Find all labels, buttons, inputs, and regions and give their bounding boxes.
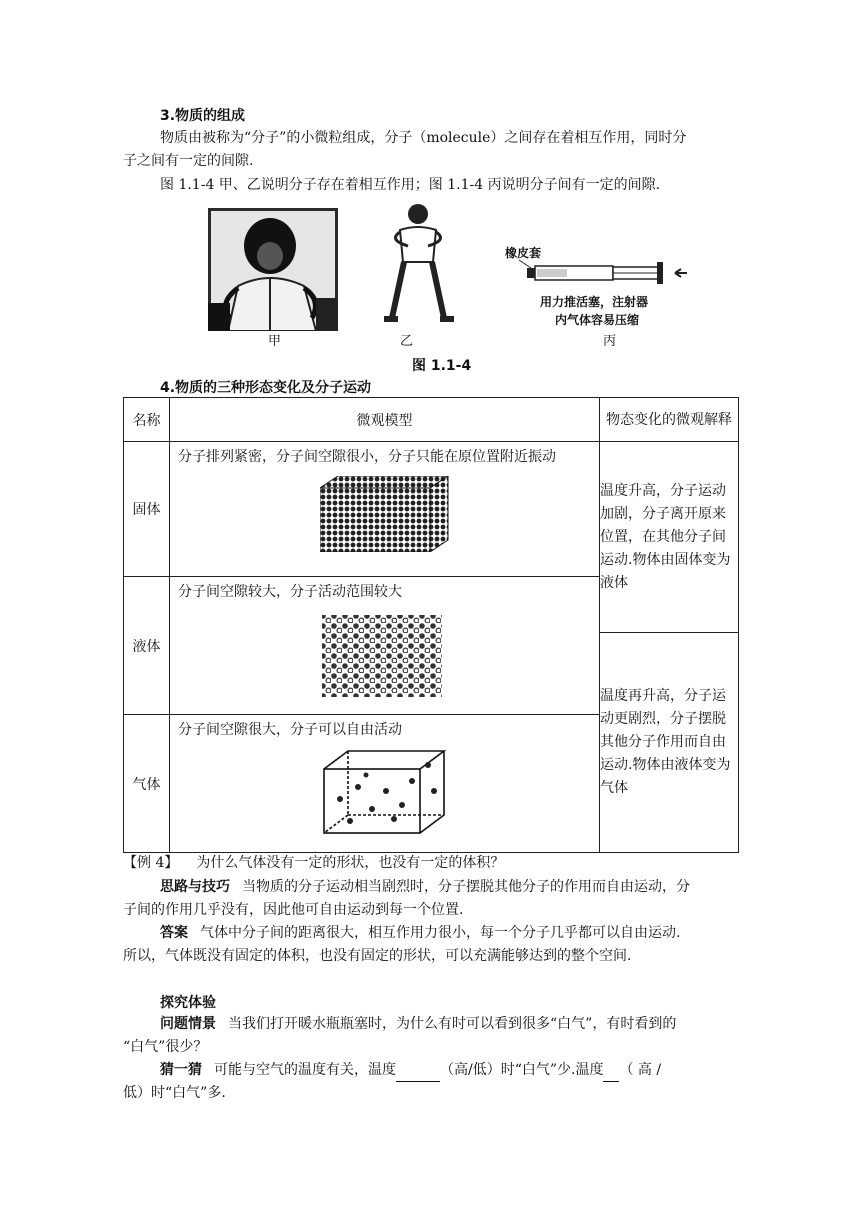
answer-text-line2: 所以，气体既没有固定的体积，也没有固定的形状，可以充满能够达到的整个空间. [123,948,632,964]
answer-line1 [160,922,680,945]
explain-solid-to-liquid: 温度升高，分子运动加剧，分子离开原来位置，在其他分子间运动.物体由固体变为液体 [600,442,739,633]
explore-heading: 探究体验 [160,995,216,1011]
figure-caption: 图 1.1-4 [412,358,472,374]
solid-description: 分子排列紧密，分子间空隙很小，分子只能在原位置附近振动 [178,449,556,465]
row-model-liquid [170,577,600,715]
idea-text-line2: 子间的作用几乎没有，因此他可自由运动到每一个位置. [123,902,464,918]
label-jia: 甲 [268,334,282,349]
gas-model-image [320,747,599,841]
composition-paragraph-line2: 子之间有一定的间隙. [123,153,254,169]
scene-text-line2: “白气”很少？ [123,1039,208,1055]
guess-text-part1: 可能与空气的温度有关，温度 [214,1062,396,1078]
explain-liquid-to-gas: 温度再升高，分子运动更剧烈，分子摆脱其他分子作用而自由运动.物体由液体变为气体 [600,633,739,853]
composition-paragraph-line1: 物质由被称为“分子”的小微粒组成，分子（molecule）之间存在着相互作用，同时分 [160,130,687,146]
gas-description: 分子间空隙很大，分子可以自由活动 [178,722,402,738]
photo-yi [378,200,458,328]
idea-line1 [160,876,690,899]
row-name-gas: 气体 [124,715,170,853]
photo-jia [208,208,338,331]
guess-blank-2[interactable] [603,1067,619,1082]
figure-explanation: 图 1.1-4 甲、乙说明分子存在着相互作用；图 1.1-4 丙说明分子间有一定的间隙. [160,177,661,193]
header-name: 名称 [124,398,170,442]
example-tag: 【例 4】 [123,855,179,871]
section-heading-states: 4.物质的三种形态变化及分子运动 [160,380,372,396]
section-heading-composition: 3.物质的组成 [160,108,246,124]
example-question: 为什么气体没有一定的形状，也没有一定的体积？ [196,855,505,871]
solid-model-image [320,476,599,556]
idea-text-line1: 当物质的分子运动相当剧烈时，分子摆脱其他分子的作用而自由运动，分 [242,879,690,895]
header-model: 微观模型 [170,398,600,442]
guess-label: 猜一猜 [160,1062,202,1078]
example-line [123,852,504,875]
scene-text-line1: 当我们打开暖水瓶瓶塞时，为什么有时可以看到很多“白气”，有时看到的 [228,1016,677,1032]
syringe-rubber-tag: 橡皮套 [505,246,542,260]
guess-text-part2: （高/低）时“白气”少.温度 [440,1062,604,1078]
row-model-gas [170,715,600,853]
liquid-model-image [320,613,599,702]
row-name-liquid: 液体 [124,577,170,715]
scene-line1 [160,1013,676,1036]
row-name-solid: 固体 [124,442,170,577]
liquid-description: 分子间空隙较大，分子活动范围较大 [178,584,402,600]
label-yi: 乙 [400,334,414,349]
answer-text-line1: 气体中分子间的距离很大，相互作用力很小，每一个分子几乎都可以自由运动. [200,925,681,941]
header-explain: 物态变化的微观解释 [600,398,739,442]
syringe-text-line2: 内气体容易压缩 [555,313,640,327]
guess-text-line2: 低）时“白气”多. [123,1085,226,1101]
scene-label: 问题情景 [160,1016,216,1032]
row-model-solid [170,442,600,577]
label-bing: 丙 [603,334,617,349]
syringe-text-line1: 用力推活塞，注射器 [540,295,649,309]
guess-text-part3: （ 高 / [619,1062,662,1078]
guess-line1 [160,1059,661,1082]
answer-label: 答案 [160,925,188,941]
idea-label: 思路与技巧 [160,879,230,895]
guess-blank-1[interactable] [396,1067,440,1082]
states-table [123,397,739,853]
